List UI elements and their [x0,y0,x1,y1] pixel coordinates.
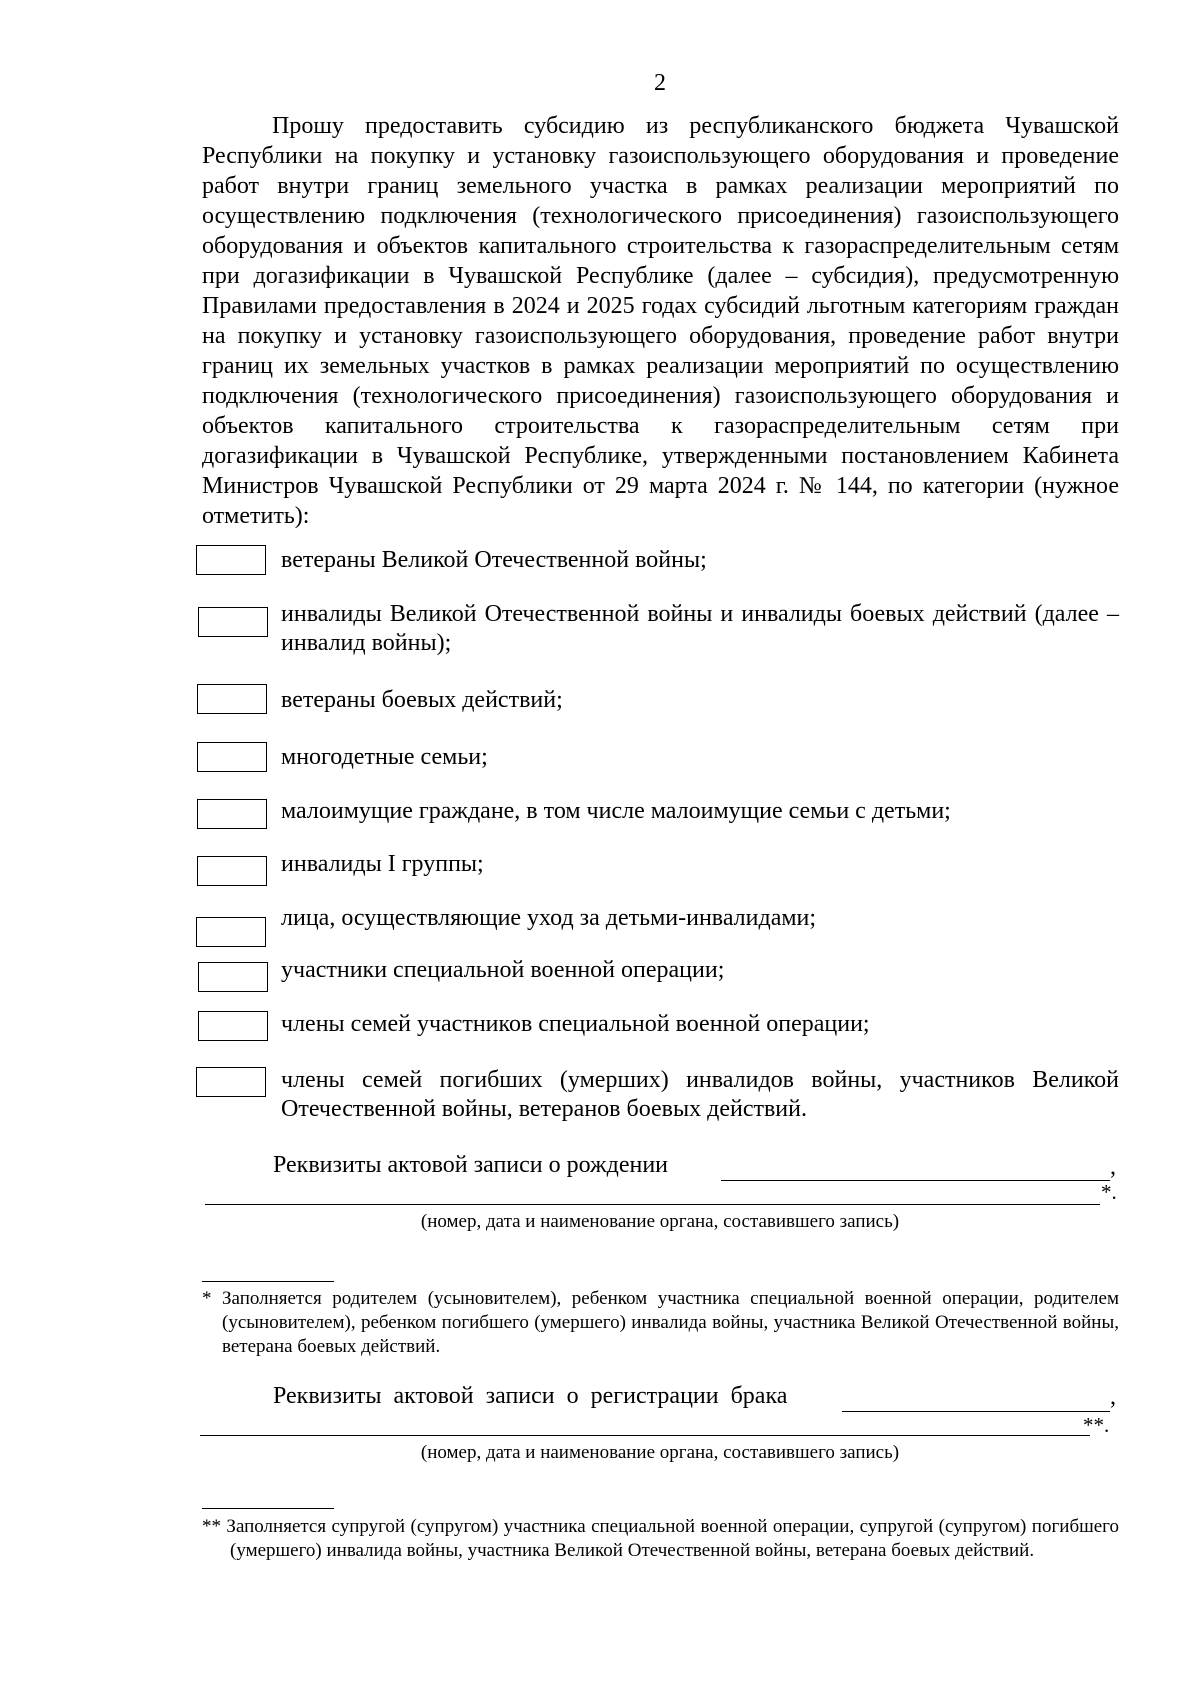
marriage-record-caption: (номер, дата и наименование органа, составившего запись) [420,1442,900,1463]
category-label: участники специальной военной операции; [281,957,725,983]
category-label: ветераны боевых действий; [281,687,563,713]
category-label: малоимущие граждане, в том числе малоимущие семьи с детьми; [281,798,951,824]
checkbox-svo-participants[interactable] [198,962,268,992]
category-label: инвалиды Великой Отечественной войны и инвалиды боевых действий (далее – инвалид войны); [281,601,1119,656]
marriage-record-footnote: ** Заполняется супругой (супругом) участника специальной военной операции, супругой (супругом) погибшего (умершего) инвалида войны, участника Великой Отечественной войны, ветерана боевых действий. [202,1516,1119,1561]
marriage-record-field[interactable] [842,1383,1110,1412]
intro-paragraph: Прошу предоставить субсидию из республиканского бюджета Чувашской Республики на покупку и установку газоиспользующего оборудования и проведение работ внутри границ земельного участка в рамках реализации мероприятий по осуществлению подключения (технологического присоединения) газоиспользующего оборудования и объектов капитального строительства к газораспределительным сетям при догазификации в Чувашской Республике (далее – субсидия), предусмотренную Правилами предоставления в 2024 и 2025 годах субсидий льготным категориям граждан на покупку и установку газоиспользующего оборудования, проведение работ внутри границ их земельных участков в рамках реализации мероприятий по осуществлению подключения (технологического присоединения) газоиспользующего оборудования и объектов капитального строительства к газораспределительным сетям при догазификации в Чувашской Республике, утвержденными постановлением Кабинета Министров Чувашской Республики от 29 марта 2024 г. № 144, по категории (нужное отметить): [202,113,1119,529]
page-number: 2 [654,70,666,96]
category-label: многодетные семьи; [281,744,488,770]
checkbox-large-families[interactable] [197,742,267,772]
birth-record-label: Реквизиты актовой записи о рождении [273,1152,669,1178]
checkbox-disabled-children-caregivers[interactable] [196,917,266,947]
birth-record-comma: , [1110,1154,1116,1180]
marriage-record-footnote-mark: **. [1083,1413,1110,1437]
birth-record-field[interactable] [721,1152,1110,1181]
birth-record-caption: (номер, дата и наименование органа, составившего запись) [420,1211,900,1232]
footnote-divider [202,1281,334,1282]
category-label: члены семей погибших (умерших) инвалидов войны, участников Великой Отечественной войны, ветеранов боевых действий. [281,1067,1119,1122]
marriage-record-field-second-line[interactable] [200,1413,1090,1436]
checkbox-group-one-invalids[interactable] [197,856,267,886]
marriage-record-label: Реквизиты актовой записи о регистрации брака [273,1383,788,1409]
footnote-divider [202,1508,334,1509]
birth-record-footnote: * Заполняется родителем (усыновителем), ребенком участника специальной военной операции, родителем (усыновителем), ребенком погибшего (умершего) инвалида войны, участника Великой Отечественной войны, ветерана боевых действий. [202,1288,1119,1357]
category-label: члены семей участников специальной военной операции; [281,1011,870,1037]
birth-record-footnote-mark: *. [1101,1180,1117,1204]
checkbox-wwii-veterans[interactable] [196,545,266,575]
checkbox-svo-family-members[interactable] [198,1011,268,1041]
category-label: ветераны Великой Отечественной войны; [281,547,707,573]
birth-record-field-second-line[interactable] [205,1184,1100,1205]
category-label: лица, осуществляющие уход за детьми-инвалидами; [281,905,817,931]
marriage-record-comma: , [1110,1384,1116,1410]
category-label: инвалиды I группы; [281,851,484,877]
checkbox-combat-veterans[interactable] [197,684,267,714]
checkbox-deceased-family-members[interactable] [196,1067,266,1097]
checkbox-war-invalids[interactable] [198,607,268,637]
checkbox-low-income[interactable] [197,799,267,829]
